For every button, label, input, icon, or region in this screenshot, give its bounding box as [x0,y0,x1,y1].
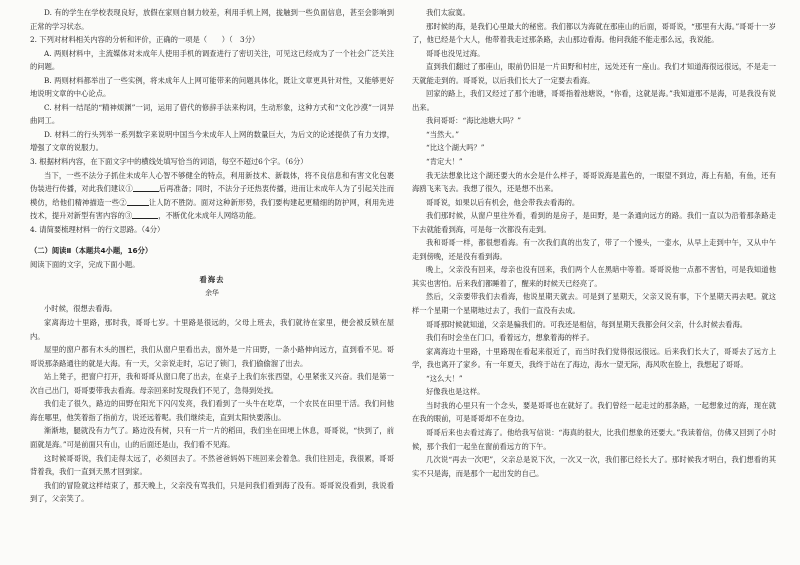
right-paragraph: 当时我的心里只有一个念头，要是哥哥也在就好了。我们曾经一起走过的那条路，一起想象过的海，现在就在我的眼前，可是哥哥却不在身边。 [412,400,776,424]
right-paragraph: 我无法想象比这个湖还要大的水会是什么样子，哥哥说海是蓝色的，一眼望不到边，海上有船，有鱼，还有海鸥飞来飞去。我想了很久，还是想不出来。 [412,170,776,194]
q3-passage-a: 当下，一些不法分子抓住未成年人心智不够健全的特点，利用新技术、新载体，将不良信息和有害文化包裹伪装进行传播，对此我们建议① [30,170,394,194]
right-paragraph: 哥哥也没见过海。 [426,48,485,58]
story-title: 看海去 [199,275,225,285]
q4-stem: 4. 请简要梳理材料一的行文思路。（4分） [30,224,165,234]
left-column [30,6,394,506]
right-paragraph: 几次说“再去一次吧”，父亲总是说下次，一次又一次，我们都已经长大了。那时候我才明白，我们想看的其实不只是海，而是那个一起出发的自己。 [412,455,776,478]
right-paragraph: “当然大。” [426,129,459,139]
q3-passage-b: 后再准备；同时，不法分子还热衷传播，进而让未成年人为了引起关注而模仿，给他们精神描造一些② [30,184,395,207]
q3-passage [30,169,394,223]
left-paragraph: 小时候，很想去看海。 [44,304,117,314]
q2-option-c: C. 材料一结尾的“精神烦渊”一词，运用了借代的修辞手法来构词，生动形象，这种方式和“文化沙漠”一词异曲同工。 [30,102,394,126]
right-paragraph: 我们那时候，从窗户里往外看，看到的是房子，是田野，是一条通向远方的路。我们一直以为沿着那条路走下去就能看到海，可是每一次都没有走到。 [412,211,776,234]
left-paragraph: 我们的冒险就这样结束了，那天晚上，父亲没有骂我们，只是问我们看到海了没有。哥哥说没看到，我说看到了，父亲笑了。 [30,480,394,504]
q2-option-b: B. 两则材料都举出了一些实例，将未成年人上网可能带来的问题具体化，既让文章更具针对性，又能够更好地说明文章的中心论点。 [30,75,394,99]
right-paragraph: 哥哥后来也去看过海了。他给我写信说：“海真的很大，比我们想象的还要大。”我读着信，仿佛又回到了小时候，那个我们一起坐在窗前看远方的下午。 [412,427,776,451]
right-paragraph: 我问哥哥：“海比池塘大吗？” [426,116,522,126]
left-paragraph: 渐渐地，腿就没有力气了。路边没有树，只有一片一片的稻田，我们坐在田埂上休息，哥哥说，“快到了，前面就是海。”可是前面只有山，山的后面还是山，我们看不见海。 [30,426,394,449]
blank-3[interactable] [132,209,158,219]
right-paragraph: 那时候的海，是我们心里最大的秘密。我们都以为海就在那座山的后面，哥哥说，“那里有大海。”哥哥十一岁了，他已经是个大人，他带着我走过那条路，去山那边看海。他问我能不能走那么远，我说能。 [412,21,776,45]
blank-1[interactable] [133,182,159,192]
right-paragraph: 好像我也是这样。 [426,387,485,397]
blank-2[interactable] [127,196,149,206]
q3-passage-c: 让人防不胜防。面对这种新形势，我们要构建起更精细的防护网，利用先进技术，提升对新型有害内容的③ [30,197,395,221]
q2-stem: 2. 下列对材料相关内容的分析和评价，正确的一项是（ ）（ 3分） [30,35,260,45]
right-paragraph: 我们有时会坐在门口，看着远方，想象着海的样子。 [426,333,594,343]
right-paragraph: 晚上，父亲没有回来，母亲也没有回来，我们两个人在黑暗中等着。哥哥说他一点都不害怕，可是我知道他其实也害怕。后来我们都睡着了，醒来的时候天已经亮了。 [412,265,776,288]
q3-passage-d: ，不断优化未成年人网络功能。 [158,211,261,221]
right-paragraph: 我和哥哥一样，都很想看海。有一次我们真的出发了，带了一个馒头，一壶水，从早上走到中午，又从中午走到傍晚，还是没有看到海。 [412,238,776,261]
right-paragraph: 回家的路上，我们又经过了那个池塘，哥哥指着池塘说，“你看，这就是海。”我知道那不是海，可是我没有说出来。 [412,89,776,112]
right-paragraph: “比这个湖大吗？” [426,143,485,153]
q3-stem: 3. 根据材料内容，在下面文字中的横线处填写恰当的词语，每空不超过6个字。（6分） [30,157,308,167]
right-paragraph: 直到我们翻过了那座山，眼前仍旧是一片田野和村庄，远处还有一座山。我们才知道海很远很远，不是走一天就能走到的。哥哥说，以后我们长大了一定要去看海。 [412,62,776,85]
left-paragraph: 屋里的窗户都有木头的围栏，我们从窗户里看出去，窗外是一片田野，一条小路伸向远方，直到看不见。哥哥说那条路通往的就是大海。有一天，父亲说走时，忘记了锁门，我们偷偷溜了出去。 [30,345,394,368]
right-paragraph: 家离海边十里路，十里路现在看起来很近了，而当时我们觉得很远很远。后来我们长大了，哥哥去了远方上学，我也离开了家乡。有一年夏天，我终于站在了海边，海水一望无际，海风吹在脸上，我想起了哥哥。 [412,346,776,370]
q1-option-d: D. 有的学生在学校表现良好，放假在家则自制力较差，利用手机上网，拢触到一些负面信息，甚至会影响到正常的学习状态。 [30,8,394,31]
section-title: （二）阅读Ⅱ（本题共4小题，16分） [30,246,153,256]
q2-option-a: A. 两则材料中，主流媒体对未成年人使用手机的调查进行了密切关注，可见这已经成为了一个社会广泛关注的问题。 [30,48,394,72]
right-paragraph: 哥哥那时候就知道，父亲是骗我们的。可我还是相信，每到星期天我都会问父亲，什么时候去看海。 [426,319,748,329]
left-paragraph: 家离海边十里路，那时我，哥哥七岁。十里路是很远的，父母上班去，我们就待在家里，便会被反锁在屋内。 [30,318,394,341]
section-instruction: 阅读下面的文字，完成下面小题。 [30,259,140,269]
right-paragraph: 然后，父亲要带我们去看海，他说星期天就去。可是到了星期天，父亲又说有事，下个星期天再去吧。就这样一个星期一个星期地过去了，我们一直没有去成。 [412,292,776,316]
q2-option-d: D. 材料二的行头列举一系列数字来说明中国当今未成年人上网的数量巨大，为后文的论述提供了有力支撑，增强了文章的说服力。 [30,129,394,153]
left-paragraph: 我们走了很久，路边的田野在阳光下闪闪发亮，我们看到了一头牛在吃草，一个农民在田里干活。我们问他海在哪里，他笑着指了指前方，说还远着呢。我们继续走，直到太阳快要落山。 [30,399,394,422]
right-paragraph: 哥哥说，如果以后有机会，他会带我去看海的。 [426,197,580,207]
right-paragraph: “肯定大！” [426,157,463,167]
right-paragraph: 我们太寂寞。 [426,8,470,17]
right-column [412,6,776,480]
left-paragraph: 站上凳子，把窗户打开，我和哥哥从窗口爬了出去，在桌子上我们东张西望，心里紧张又兴奋。我们是第一次自己出门，哥哥要带我去看海。母亲回来时发现我们不见了，急得到处找。 [30,372,394,395]
right-paragraph: “这么大！” [426,373,463,383]
left-paragraph: 这时候哥哥说，我们走得太远了，必须回去了。不然爸爸妈妈下班回来会着急。我们往回走，我很累，哥哥背着我，我们一直到天黑才回到家。 [30,453,394,477]
story-author: 余华 [205,288,219,297]
